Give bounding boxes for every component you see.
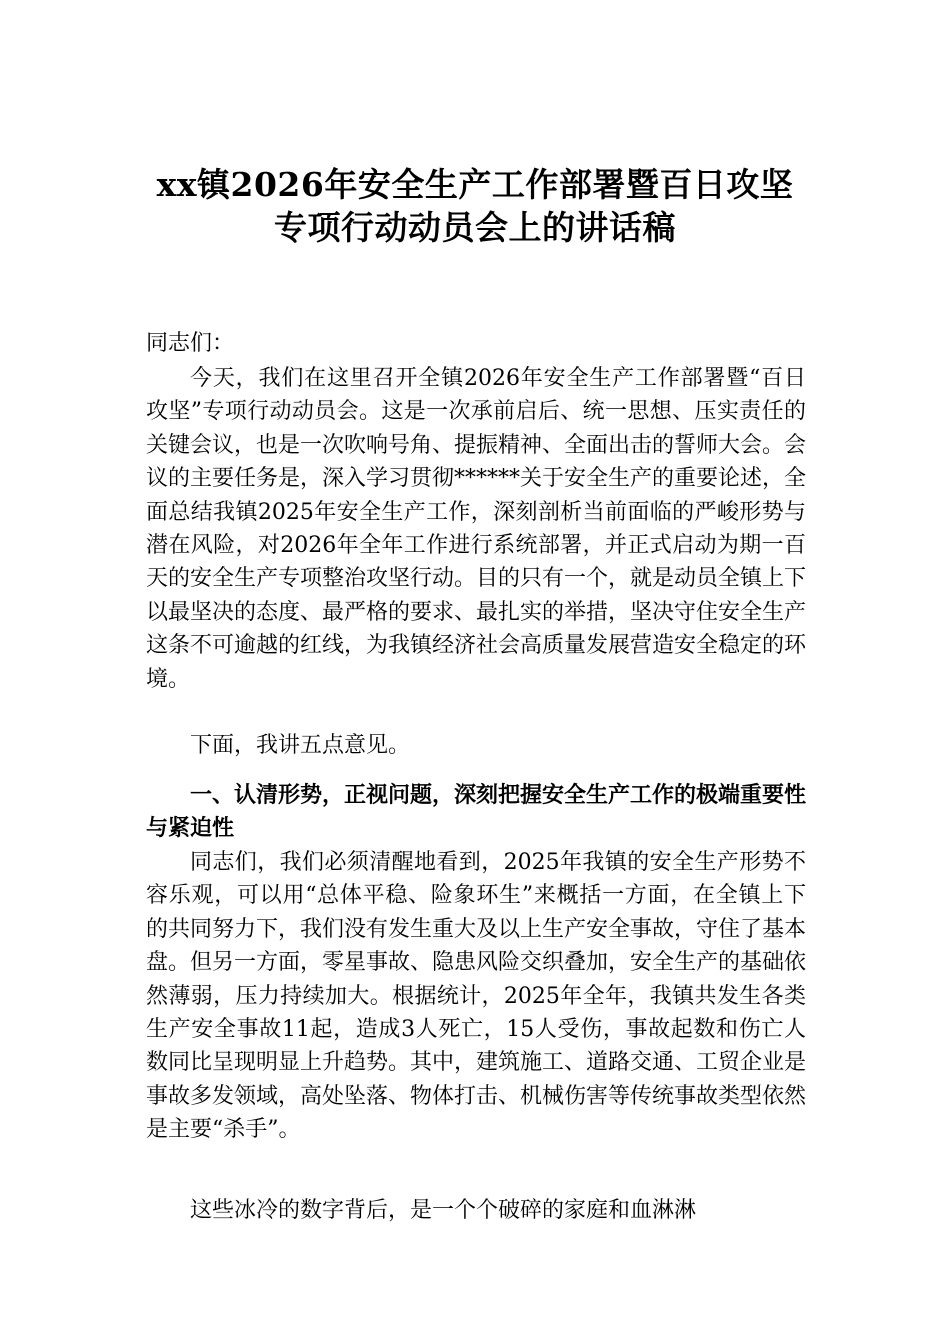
document-title-line-2: 专项行动动员会上的讲话稿 <box>274 208 676 247</box>
paragraph-situation: 同志们，我们必须清醒地看到，2025年我镇的安全生产形势不容乐观，可以用“总体平稳、险象环生”来概括一方面，在全镇上下的共同努力下，我们没有发生重大及以上生产安全事故，守住了基本盘。但另一方面，零星事故、隐患风险交织叠加，安全生产的基础依然薄弱，压力持续加大。根据统计，2025年全年，我镇共发生各类生产安全事故11起，造成3人死亡，15人受伤，事故起数和伤亡人数同比呈现明显上升趋势。其中，建筑施工、道路交通、工贸企业是事故多发领域，高处坠落、物体打击、机械伤害等传统事故类型依然是主要“杀手”。 <box>146 850 807 1143</box>
document-title-line-1: xx镇2026年安全生产工作部署暨百日攻坚 <box>156 165 794 204</box>
salutation: 同志们： <box>146 331 235 356</box>
paragraph-continuation: 这些冰冷的数字背后，是一个个破碎的家庭和血淋淋 <box>190 1198 697 1223</box>
paragraph-outline: 下面，我讲五点意见。 <box>190 733 411 758</box>
section-heading-1: 一、认清形势，正视问题，深刻把握安全生产工作的极端重要性与紧迫性 <box>146 782 807 842</box>
paragraph-opening: 今天，我们在这里召开全镇2026年安全生产工作部署暨“百日攻坚”专项行动动员会。这是一次承前启后、统一思想、压实责任的关键会议，也是一次吹响号角、提振精神、全面出击的誓师大会。会议的主要任务是，深入学习贯彻******关于安全生产的重要论述，全面总结我镇2025年安全生产工作，深刻剖析当前面临的严峻形势与潜在风险，对2026年全年工作进行系统部署，并正式启动为期一百天的安全生产专项整治攻坚行动。目的只有一个，就是动员全镇上下以最坚决的态度、最严格的要求、最扎实的举措，坚决守住安全生产这条不可逾越的红线，为我镇经济社会高质量发展营造安全稳定的环境。 <box>146 366 807 692</box>
